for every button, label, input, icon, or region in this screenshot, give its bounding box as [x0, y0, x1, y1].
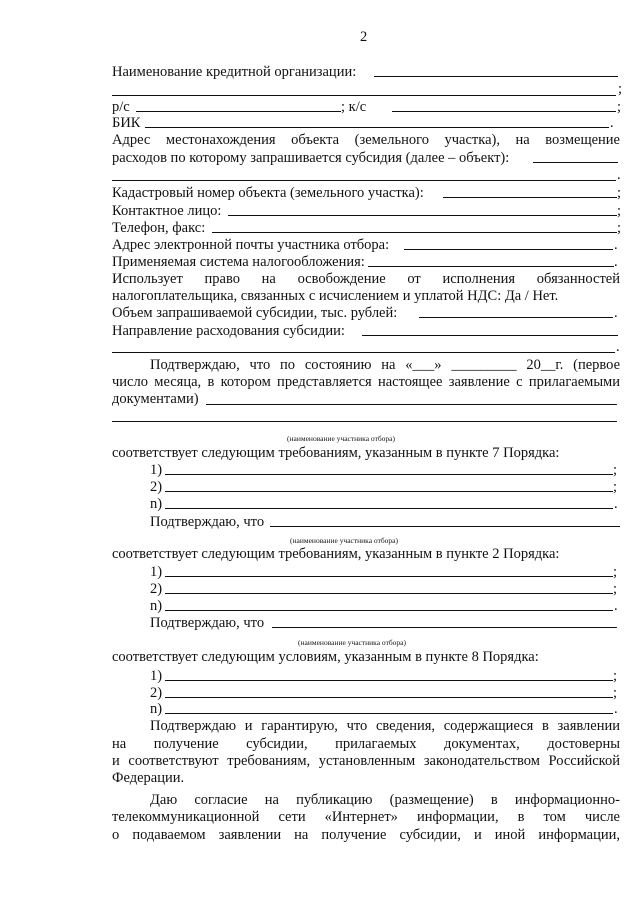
requirements-p2-label: соответствует следующим требованиям, указанным в пункте 2 Порядка: [112, 546, 560, 562]
bik-end: . [610, 115, 614, 131]
confirm-date-line3: документами) [112, 391, 199, 407]
phone-field[interactable] [212, 232, 617, 233]
p8-item-n-end: . [614, 701, 618, 717]
corr-account-label: ; к/с [341, 99, 367, 115]
p2-item-1-end: ; [613, 564, 618, 580]
requirements-p7-label: соответствует следующим требованиям, указанным в пункте 7 Порядка: [112, 445, 560, 461]
vat-exemption-line1: Использует право на освобождение от исполнения обязанностей [112, 271, 620, 287]
address-label-line2: расходов по которому запрашивается субсидия (далее – объект): [112, 150, 510, 166]
p7-item-2-field[interactable] [165, 491, 613, 492]
p7-item-n-end: . [614, 496, 618, 512]
participant-name-field-3[interactable] [272, 627, 617, 628]
subsidy-direction-field[interactable] [362, 335, 618, 336]
p7-item-n-field[interactable] [165, 508, 613, 509]
p8-item-1-label: 1) [150, 668, 163, 684]
p8-item-n-label: n) [150, 701, 163, 717]
p7-item-2-end: ; [613, 479, 618, 495]
guarantee-line3: и соответствуют требованиям, установленным законодательством Российской [112, 753, 620, 769]
bank-name-field-line2[interactable] [112, 95, 616, 96]
subsidy-direction-label: Направление расходования субсидии: [112, 323, 345, 339]
p2-item-2-field[interactable] [165, 593, 613, 594]
p8-item-1-field[interactable] [165, 680, 613, 681]
subsidy-amount-field[interactable] [419, 317, 613, 318]
confirm-date-line2: число месяца, в котором представляется настоящее заявление с прилагаемыми [112, 374, 620, 390]
cadastral-label: Кадастровый номер объекта (земельного участка): [112, 185, 424, 201]
p7-item-n-label: n) [150, 496, 163, 512]
cadastral-end: ; [617, 185, 622, 201]
p2-item-n-field[interactable] [165, 610, 613, 611]
participant-name-field-2[interactable] [270, 526, 620, 527]
p8-item-2-field[interactable] [165, 697, 613, 698]
confirm-that-3: Подтверждаю, что [150, 615, 265, 631]
guarantee-line1: Подтверждаю и гарантирую, что сведения, содержащиеся в заявлении [150, 718, 620, 734]
page-number: 2 [360, 29, 368, 45]
corr-account-end: ; [617, 99, 622, 115]
p2-item-2-label: 2) [150, 581, 163, 597]
subsidy-amount-end: . [614, 305, 618, 321]
participant-name-field-line2[interactable] [112, 421, 617, 422]
account-label: р/с [112, 99, 130, 115]
p8-item-2-label: 2) [150, 685, 163, 701]
confirm-date-line1: Подтверждаю, что по состоянию на «___» _________ 20__г. (первое [150, 357, 620, 373]
p7-item-1-end: ; [613, 462, 618, 478]
tax-system-end: . [614, 254, 618, 270]
confirm-that-2: Подтверждаю, что [150, 514, 265, 530]
p2-item-2-end: ; [613, 581, 618, 597]
participant-name-field[interactable] [206, 404, 617, 405]
tax-system-label: Применяемая система налогообложения: [112, 254, 365, 270]
account-field[interactable] [136, 111, 341, 112]
p8-item-1-end: ; [613, 668, 618, 684]
subsidy-amount-label: Объем запрашиваемой субсидии, тыс. рублей: [112, 305, 398, 321]
p7-item-2-label: 2) [150, 479, 163, 495]
phone-label: Телефон, факс: [112, 220, 206, 236]
p2-item-1-field[interactable] [165, 576, 613, 577]
consent-line3: о подаваемом заявлении на получение субсидии, и иной информации, [112, 827, 620, 843]
conditions-p8-label: соответствует следующим условиям, указанным в пункте 8 Порядка: [112, 649, 539, 665]
vat-exemption-line2: налогоплательщика, связанных с исчислением и уплатой НДС: Да / Нет. [112, 288, 559, 304]
participant-name-caption: (наименование участника отбора) [287, 434, 395, 443]
address-field[interactable] [533, 162, 618, 163]
contact-label: Контактное лицо: [112, 203, 222, 219]
bank-name-end: ; [618, 81, 623, 97]
p8-item-2-end: ; [613, 685, 618, 701]
contact-field[interactable] [228, 215, 617, 216]
address-field-line2[interactable] [112, 180, 616, 181]
email-label: Адрес электронной почты участника отбора: [112, 237, 390, 253]
p2-item-1-label: 1) [150, 564, 163, 580]
consent-line2: телекоммуникационной сети «Интернет» информации, в том числе [112, 809, 620, 825]
p2-item-n-end: . [614, 598, 618, 614]
cadastral-field[interactable] [443, 197, 617, 198]
tax-system-field[interactable] [368, 266, 614, 267]
p7-item-1-label: 1) [150, 462, 163, 478]
subsidy-direction-field-line2[interactable] [112, 352, 615, 353]
email-end: . [614, 237, 618, 253]
p8-item-n-field[interactable] [165, 713, 613, 714]
corr-account-field[interactable] [392, 111, 616, 112]
p7-item-1-field[interactable] [165, 474, 613, 475]
consent-line1: Даю согласие на публикацию (размещение) в информационно- [150, 792, 620, 808]
address-end: . [617, 167, 621, 183]
bank-name-field[interactable] [374, 76, 618, 77]
phone-end: ; [617, 220, 622, 236]
email-field[interactable] [404, 249, 613, 250]
participant-name-caption-2: (наименование участника отбора) [290, 536, 398, 545]
contact-end: ; [617, 203, 622, 219]
participant-name-caption-3: (наименование участника отбора) [298, 638, 406, 647]
address-label-line1: Адрес местонахождения объекта (земельного участка), на возмещение [112, 132, 620, 148]
p2-item-n-label: n) [150, 598, 163, 614]
guarantee-line2: на получение субсидии, прилагаемых документах, достоверны [112, 736, 620, 752]
bik-field[interactable] [145, 127, 609, 128]
bank-name-label: Наименование кредитной организации: [112, 64, 357, 80]
subsidy-direction-end: . [616, 339, 620, 355]
bik-label: БИК [112, 115, 141, 131]
guarantee-line4: Федерации. [112, 770, 185, 786]
